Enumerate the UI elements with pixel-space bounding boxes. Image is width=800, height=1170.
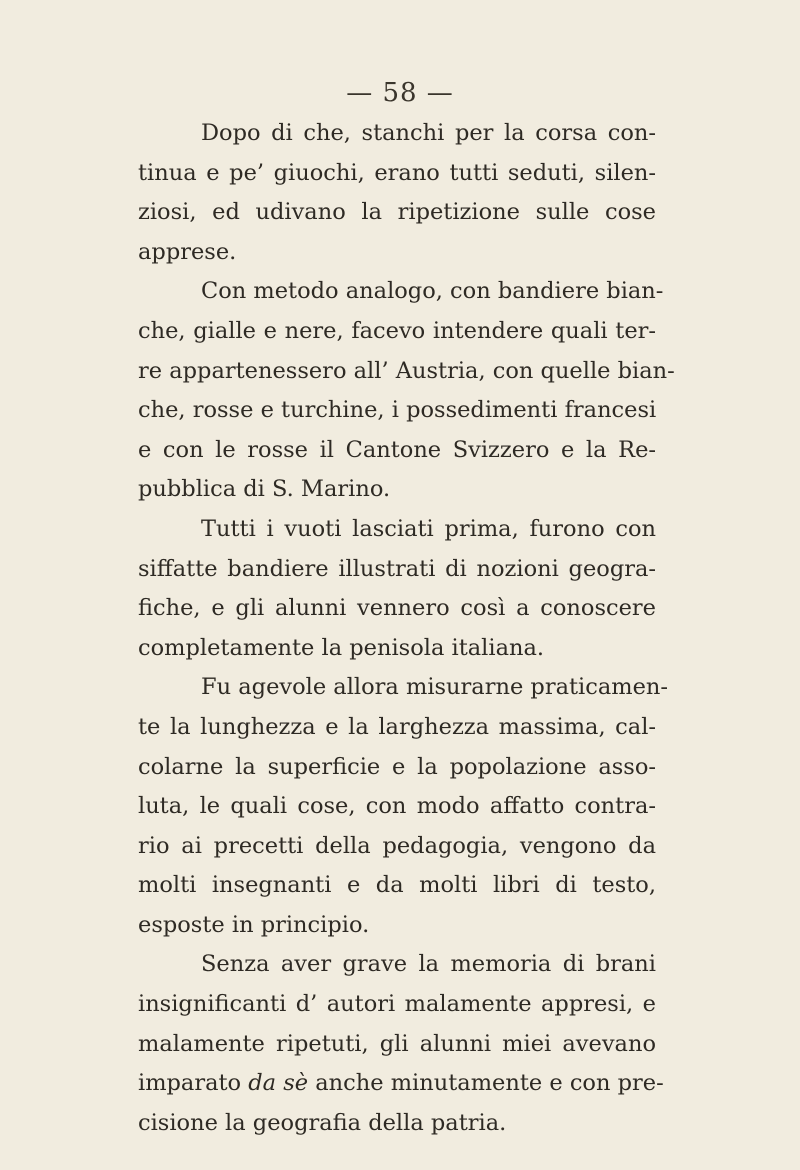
- text-line: molti insegnanti e da molti libri di testo,: [138, 872, 656, 899]
- text-line: insignificanti d’ autori malamente appresi, e: [138, 991, 656, 1018]
- text-line: che, gialle e nere, facevo intendere quali ter-: [138, 317, 656, 344]
- text-line: malamente ripetuti, gli alunni miei avevano: [138, 1030, 656, 1057]
- text-line: Senza aver grave la memoria di brani: [201, 951, 656, 978]
- text-line: e con le rosse il Cantone Svizzero e la Re-: [138, 436, 656, 463]
- text-line: rio ai precetti della pedagogia, vengono da: [138, 832, 656, 859]
- text-line: colarne la superficie e la popolazione asso-: [138, 753, 656, 780]
- text-line: pubblica di S. Marino.: [138, 476, 391, 503]
- text-run: imparato: [138, 1070, 249, 1097]
- text-line: siffatte bandiere illustrati di nozioni geogra-: [138, 555, 656, 582]
- text-line: cisione la geografia della patria.: [138, 1109, 507, 1136]
- text-line: tinua e pe’ giuochi, erano tutti seduti, silen-: [138, 159, 656, 186]
- body-text: [138, 114, 675, 1143]
- text-line: apprese.: [138, 238, 237, 265]
- text-line: Tutti i vuoti lasciati prima, furono con: [201, 515, 656, 542]
- text-line: Dopo di che, stanchi per la corsa con-: [201, 120, 656, 146]
- page-number: — 58 —: [346, 78, 454, 108]
- text-line: che, rosse e turchine, i possedimenti francesi: [138, 397, 657, 424]
- text-line: esposte in principio.: [138, 911, 370, 938]
- text-line: Fu agevole allora misurarne praticamen-: [201, 674, 669, 701]
- italic-run: da sè: [248, 1070, 309, 1097]
- text-line: Con metodo analogo, con bandiere bian-: [201, 278, 664, 305]
- text-line: re appartenessero all’ Austria, con quelle bian-: [138, 357, 675, 384]
- text-line: luta, le quali cose, con modo affatto contra-: [138, 793, 656, 820]
- text-line: completamente la penisola italiana.: [138, 634, 545, 661]
- text-line: te la lunghezza e la larghezza massima, cal-: [138, 713, 656, 740]
- text-run: anche minutamente e con pre-: [308, 1070, 664, 1097]
- text-line: ziosi, ed udivano la ripetizione sulle cose: [138, 199, 656, 226]
- text-line: fiche, e gli alunni vennero così a conoscere: [138, 595, 656, 622]
- text-line-with-italic: [138, 1064, 664, 1104]
